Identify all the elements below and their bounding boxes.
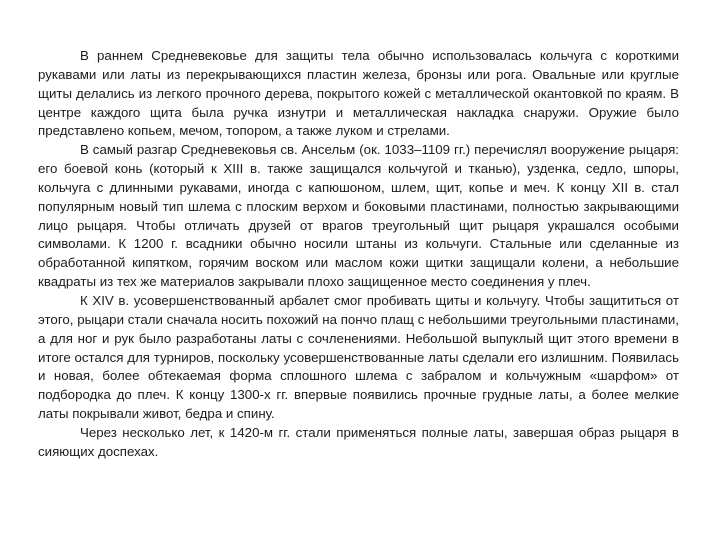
paragraph-high-middle-ages: В самый разгар Средневековья св. Ансельм (ок. 1033–1109 гг.) перечислял вооружение рыцаря: его боевой конь (который к XIII в. также защищался кольчугой и тканью), узденка, седло, шпоры, кольчуга с длинными рукавами, иногда с капюшоном, шлем, щит, копье и меч. К концу XII в. стал популярным новый тип шлема с плоским верхом и боковыми пластинами, полностью закрывающими лицо рыцаря. Чтобы отличать друзей от врагов треугольный щит рыцаря украшался особыми символами. К 1200 г. всадники обычно носили штаны из кольчуги. Стальные или сделанные из обработанной кипятком, горячим воском или маслом кожи щитки защищали колени, а небольшие квадраты из тех же материалов закрывали плохо защищенное место соединения у плеч. bbox=[38, 142, 679, 290]
paragraph-fourteenth-century: К XIV в. усовершенствованный арбалет смог пробивать щиты и кольчугу. Чтобы защититься от этого, рыцари стали сначала носить похожий на пончо плащ с небольшими треугольными пластинами, а для ног и рук было разработаны латы с сочленениями. Небольшой выпуклый щит этого времени в итоге остался для турниров, поскольку усовершенствованные латы сделали его излишним. Появилась и новая, более обтекаемая форма сплошного шлема с забралом и кольчужным «шарфом» от подбородка до плеч. К концу 1300-х гг. впервые появились прочные грудные латы, а более мелкие латы покрывали живот, бедра и спину. bbox=[38, 292, 679, 422]
paragraph-full-plate-armor: Через несколько лет, к 1420-м гг. стали применяться полные латы, завершая образ рыцаря в сияющих доспехах. bbox=[38, 424, 679, 459]
paragraph-early-middle-ages: В раннем Средневековье для защиты тела обычно использовалась кольчуга с короткими рукавами или латы из перекрывающихся пластин железа, бронзы или рога. Овальные или круглые щиты делались из легкого прочного дерева, покрытого кожей с металлической окантовкой по краям. В центре каждого щита была ручка изнутри и металлическая накладка снаружи. Оружие было представлено копьем, мечом, топором, а также луком и стрелами. bbox=[38, 48, 679, 139]
document-body bbox=[38, 47, 679, 462]
